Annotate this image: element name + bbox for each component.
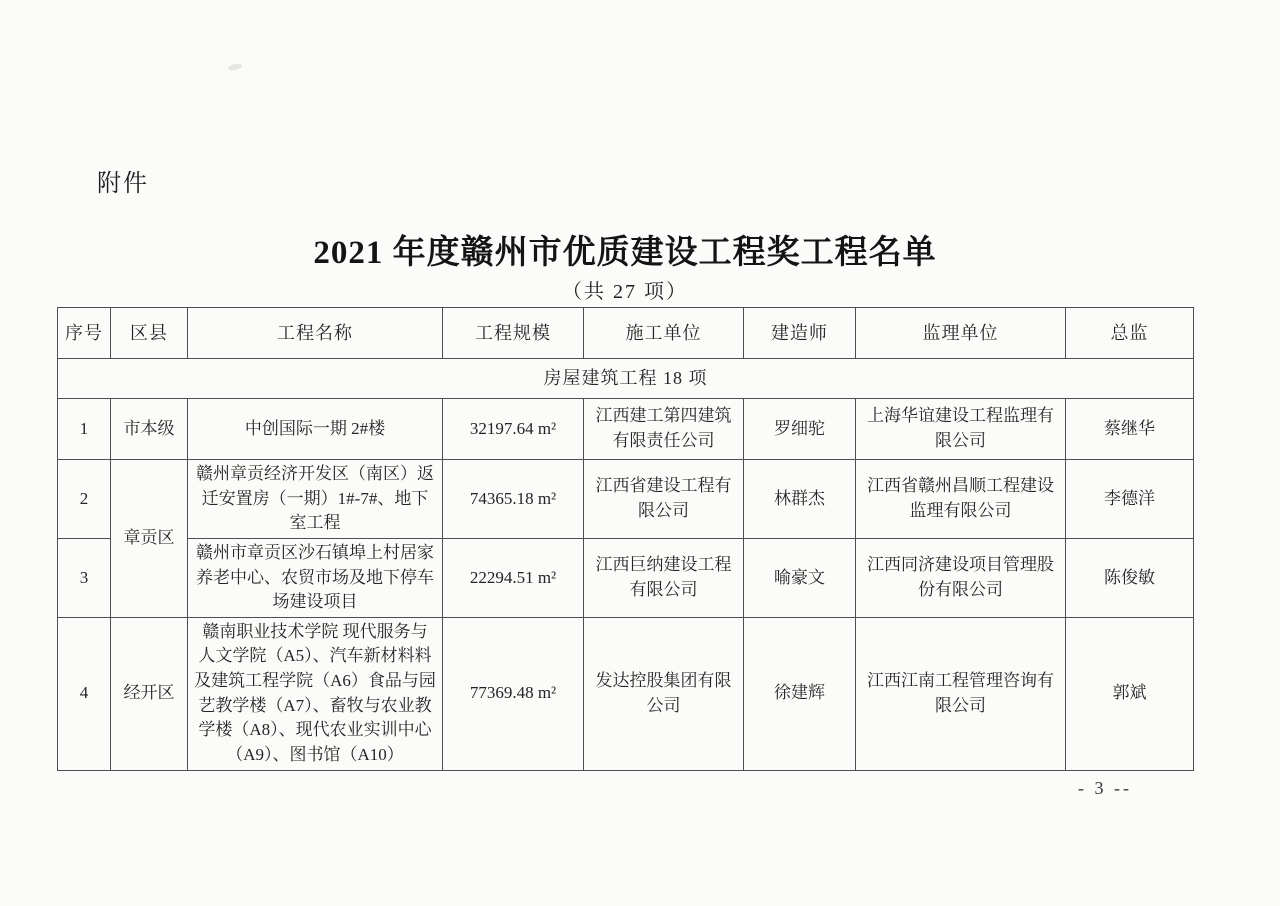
cell-district-merged: 章贡区 [111, 460, 188, 618]
header-cell-scale: 工程规模 [443, 308, 584, 359]
cell-project-name: 赣州市章贡区沙石镇埠上村居家养老中心、农贸市场及地下停车场建设项目 [188, 538, 443, 617]
awards-table [57, 307, 1194, 771]
table-header-row [58, 308, 1194, 359]
cell-chief-supervisor: 李德洋 [1066, 460, 1194, 539]
cell-builder: 林群杰 [744, 460, 856, 539]
cell-builder: 喻豪文 [744, 538, 856, 617]
header-cell-contractor: 施工单位 [584, 308, 744, 359]
cell-builder: 罗细驼 [744, 399, 856, 460]
cell-supervision-unit: 江西省赣州昌顺工程建设监理有限公司 [856, 460, 1066, 539]
cell-district: 经开区 [111, 617, 188, 770]
cell-chief-supervisor: 郭斌 [1066, 617, 1194, 770]
section-header-row [58, 359, 1194, 399]
project-row-1 [58, 399, 1194, 460]
cell-contractor: 江西建工第四建筑有限责任公司 [584, 399, 744, 460]
cell-chief-supervisor: 蔡继华 [1066, 399, 1194, 460]
cell-seq: 2 [58, 460, 111, 539]
scan-artifact [228, 63, 243, 72]
document-title: 2021 年度赣州市优质建设工程奖工程名单 [313, 235, 937, 271]
cell-contractor: 江西省建设工程有限公司 [584, 460, 744, 539]
cell-supervision-unit: 上海华谊建设工程监理有限公司 [856, 399, 1066, 460]
cell-project-name: 赣南职业技术学院 现代服务与人文学院（A5）、汽车新材料料及建筑工程学院（A6）食品与园艺教学楼（A7）、畜牧与农业教学楼（A8）、现代农业实训中心（A9）、图书馆（A10） [188, 617, 443, 770]
section-header-cell: 房屋建筑工程 18 项 [58, 359, 1194, 399]
cell-scale: 22294.51 m² [443, 538, 584, 617]
header-cell-seq: 序号 [58, 308, 111, 359]
cell-project-name: 赣州章贡经济开发区（南区）返迁安置房（一期）1#-7#、地下室工程 [188, 460, 443, 539]
cell-scale: 74365.18 m² [443, 460, 584, 539]
cell-supervision-unit: 江西同济建设项目管理股份有限公司 [856, 538, 1066, 617]
cell-project-name: 中创国际一期 2#楼 [188, 399, 443, 460]
header-cell-project: 工程名称 [188, 308, 443, 359]
cell-seq: 1 [58, 399, 111, 460]
project-row-4 [58, 617, 1194, 770]
cell-contractor: 江西巨纳建设工程有限公司 [584, 538, 744, 617]
cell-chief-supervisor: 陈俊敏 [1066, 538, 1194, 617]
cell-scale: 77369.48 m² [443, 617, 584, 770]
attachment-label: 附件 [97, 170, 149, 197]
header-cell-chief-supervisor: 总监 [1066, 308, 1194, 359]
cell-builder: 徐建辉 [744, 617, 856, 770]
awards-table-grid [57, 307, 1194, 771]
project-row-2 [58, 460, 1194, 539]
cell-seq: 3 [58, 538, 111, 617]
document-subtitle: （共 27 项） [562, 281, 688, 303]
project-row-3 [58, 538, 1194, 617]
page-number: - 3 -- [1078, 778, 1132, 798]
header-cell-builder: 建造师 [744, 308, 856, 359]
cell-contractor: 发达控股集团有限公司 [584, 617, 744, 770]
header-cell-supervision-unit: 监理单位 [856, 308, 1066, 359]
cell-seq: 4 [58, 617, 111, 770]
cell-scale: 32197.64 m² [443, 399, 584, 460]
header-cell-district: 区县 [111, 308, 188, 359]
cell-district: 市本级 [111, 399, 188, 460]
cell-supervision-unit: 江西江南工程管理咨询有限公司 [856, 617, 1066, 770]
